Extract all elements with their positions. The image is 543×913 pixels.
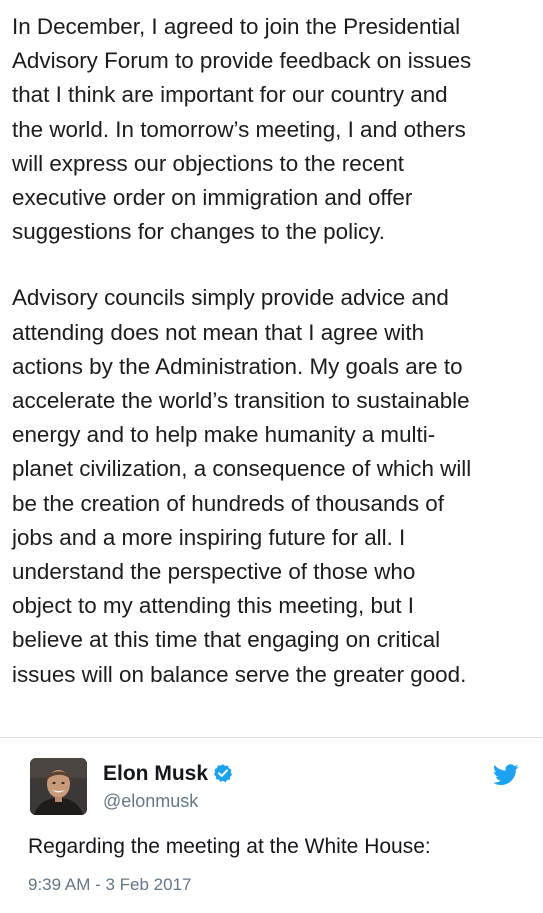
statement-line: actions by the Administration. My goals are to xyxy=(12,353,463,379)
statement-line: object to my attending this meeting, but I xyxy=(12,593,415,619)
tweet-card[interactable] xyxy=(0,738,543,913)
statement-paragraph-1 xyxy=(12,10,540,249)
tweet-timestamp[interactable]: 9:39 AM - 3 Feb 2017 xyxy=(28,875,192,894)
statement-line: believe at this time that engaging on critical xyxy=(12,627,441,653)
statement-paragraph-2 xyxy=(12,281,540,691)
statement-line: energy and to help make humanity a multi- xyxy=(12,422,436,448)
statement-line: be the creation of hundreds of thousands of xyxy=(12,490,444,516)
statement-line: will express our objections to the recent xyxy=(12,150,405,176)
verified-badge-icon xyxy=(213,763,233,789)
statement-line: Advisory Forum to provide feedback on issues xyxy=(12,48,472,74)
statement-line: understand the perspective of those who xyxy=(12,559,416,585)
statement-image-text xyxy=(12,10,540,692)
author-name-text: Elon Musk xyxy=(103,762,209,785)
statement-line: issues will on balance serve the greater good. xyxy=(12,661,467,687)
statement-line: Advisory councils simply provide advice and xyxy=(12,285,449,311)
profile-photo-icon xyxy=(30,758,87,815)
statement-line: attending does not mean that I agree with xyxy=(12,319,425,345)
twitter-bird-icon[interactable] xyxy=(493,764,519,791)
tweet-author-name[interactable] xyxy=(103,762,233,789)
statement-line: executive order on immigration and offer xyxy=(12,185,413,211)
statement-line: accelerate the world’s transition to sustainable xyxy=(12,388,470,414)
statement-line: planet civilization, a consequence of which will xyxy=(12,456,472,482)
statement-line: jobs and a more inspiring future for all. I xyxy=(12,524,406,550)
avatar[interactable] xyxy=(30,758,87,815)
tweet-author-handle[interactable]: @elonmusk xyxy=(103,791,199,811)
statement-line: the world. In tomorrow’s meeting, I and others xyxy=(12,116,466,142)
statement-line: that I think are important for our country and xyxy=(12,82,448,108)
statement-line: In December, I agreed to join the Presidential xyxy=(12,14,461,39)
statement-line: suggestions for changes to the policy. xyxy=(12,219,385,245)
tweet-text: Regarding the meeting at the White House: xyxy=(28,835,431,858)
